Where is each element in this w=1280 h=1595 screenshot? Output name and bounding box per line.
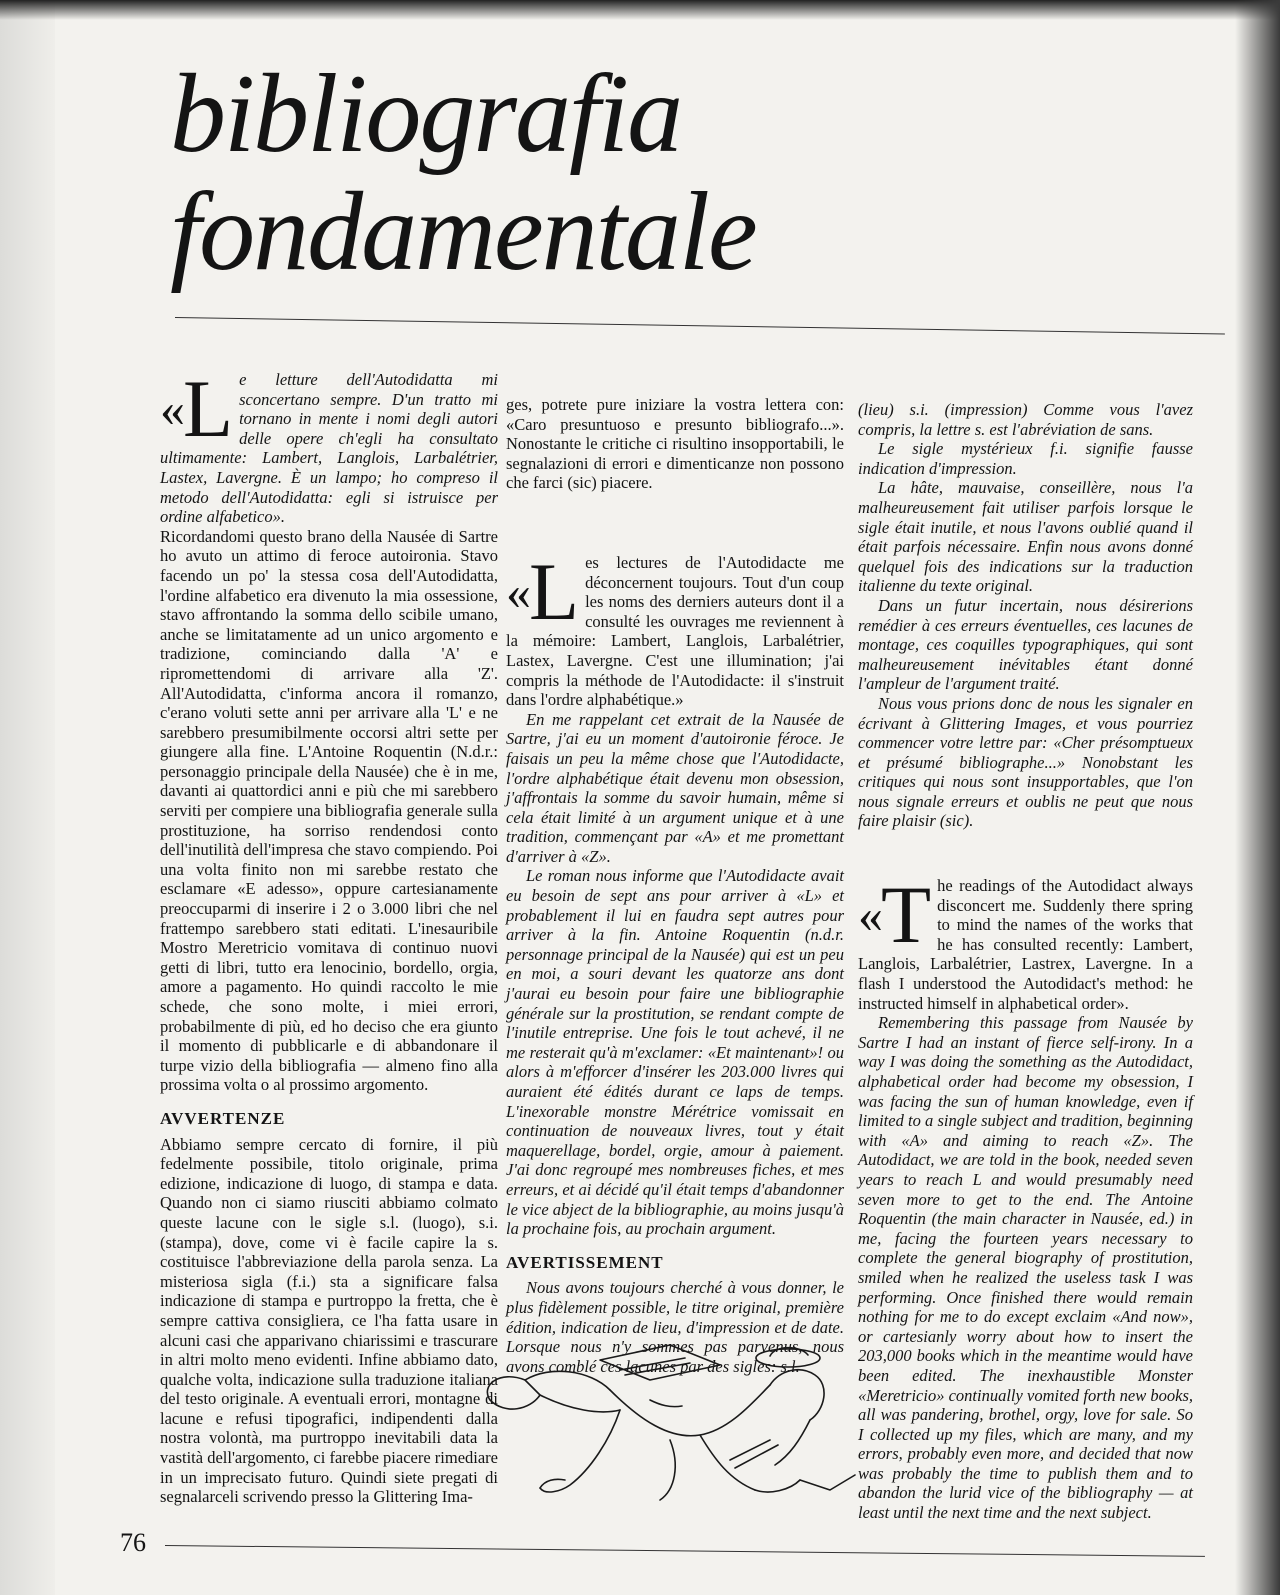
french-intro-block: [506, 545, 844, 710]
column-italian: [160, 363, 499, 1507]
italian-avvertenze: Abbiamo sempre cercato di fornire, il più fedelmente possibile, titolo originale, prima edizione, indicazione di luogo, di stampa e data. Quando non ci siamo riusciti abbiamo colmato queste lacune con le sigle s.l. (luogo), s.i. (stampa), dove, come vi è facile capire la s. costituisce l'abbreviazione della parola senza. La misteriosa sigla (f.i.) sta a significare falsa indicazione di stampa e purtroppo la fretta, che è sempre cattiva consigliera, ce l'ha fatta usare in alcuni casi che apparivano chiarissimi e trascurare in altri molto meno evidenti. Infine abbiamo dato, qualche volta, indicazione sulla traduzione italiana del testo originale. A eventuali errori, montagne di lacune e refusi tipografici, indipendenti dalla nostra volontà, ma purtroppo inevitabili data la vastità dell'argomento, ci farebbe piacere rimediare in un imprecisato futuro. Quindi siete pregati di segnalarceli scrivendo presso la Glittering Ima-: [160, 1134, 499, 1507]
italian-intro: e letture dell'Autodidatta mi sconcertano sempre. D'un tratto mi tornano in mente i nomi degli autori delle opere ch'egli ha consultato ultimamente: Lambert, Langlois, Larbalétrier, Lastex, Lavergne. È un lampo; ho compreso il metodo dell'Autodidatta: egli si istruisce per ordine alfabetico».: [160, 370, 498, 527]
french-avertissement-5: Dans un futur incertain, nous désirerions remédier à ces erreurs éventuelles, ces lacunes de montage, ces coquilles typographiques, qui sont malheureusement inévitables étant donné l'ampleur de l'argument traité.: [858, 595, 1193, 694]
drop-cap: «L: [160, 363, 234, 454]
column-english: [858, 400, 1193, 1523]
french-body-2: Le roman nous informe que l'Autodidacte avait eu besoin de sept ans pour arriver à «L» et probablement il lui en faudra sept autres pour arriver à la fin. Antoine Roquentin (n.d.r. personnage principal de la Nausée) qui est un peu en moi, a souri devant les quatorze ans dont j'aurai eu besoin pour faire une bibliographie générale sur la prostitution, se rendant compte de l'inutile entreprise. Une fois le tout achevé, il ne me resterait qu'à m'exclamer: «Et maintenant»! ou alors à m'efforcer d'insérer les 203.000 livres qui auraient été édités durant ce laps de temps. L'inexorable monstre Mérétrice vomissait en continuation de nouveaux livres, tout y était maquerellage, bordel, orgie, amour à paiement. J'ai donc regroupé mes nombreuses fiches, et mes erreurs, et ai décidé qu'il était temps d'abandonner le vice abject de la bibliographie, au moins jusqu'à la prochaine fois, au prochain argument.: [506, 866, 844, 1239]
title-line-2: fondamentale: [170, 170, 756, 294]
reclining-figure-illustration: [470, 1340, 860, 1510]
italian-heading: AVVERTENZE: [160, 1108, 286, 1128]
drop-cap: «L: [506, 545, 580, 637]
french-body: En me rappelant cet extrait de la Nausée de Sartre, j'ai eu un moment d'autoironie féroce. Je faisais un peu la même chose que l'Autodidacte, l'ordre alphabétique était devenu mon obsession, j'affrontais la somme du savoir humain, même si cela était limité à un argument unique et à une tradition, commençant par «A» et me promettant d'arriver à «Z».: [506, 709, 844, 866]
english-intro-block: [858, 869, 1193, 1013]
drop-cap: «T: [858, 869, 932, 961]
french-avertissement-2: (lieu) s.i. (impression) Comme vous l'avez compris, la lettre s. est l'abréviation de sans.: [858, 400, 1193, 439]
english-intro: he readings of the Autodidact always disconcert me. Suddenly there spring to mind the names of the works that he has consulted recently: Lambert, Langlois, Larbalétrier, Lastrex, Lavergne. In a flash I understood the Autodidact's method: he instructed himself in alphabetical order».: [858, 876, 1193, 1013]
title-line-1: bibliografia: [170, 52, 682, 176]
french-intro: es lectures de l'Autodidacte me déconcernent toujours. Tout d'un coup les noms des derniers auteurs dont il a consulté les ouvrages me reviennent à la mémoire: Lambert, Langlois, Larbalétrier, Lastex, Lavergne. C'est une illumination; j'ai compris la méthode de l'Autodidacte: il s'instruit dans l'ordre alphabétique.»: [506, 552, 844, 710]
french-avertissement-4: La hâte, mauvaise, conseillère, nous l'a malheureusement fait utiliser parfois lorsque le sigle était inutile, et nous l'avons oublié quand il était parfois nécessaire. Enfin nous avons donné quelquel fois des indications sur la traduction italienne du texte original.: [858, 478, 1193, 596]
italian-body: Ricordandomi questo brano della Nausée di Sartre ho avuto un attimo di feroce autoironia. Stavo facendo un po' la stessa cosa dell'Autodidatta, l'ordine alfabetico era divenuto la mia ossessione, stavo affrontando la somma dello scibile umano, anche se limitatamente ad un unico argomento e tradizione, cominciando dalla 'A' e ripromettendomi di arrivare alla 'Z'. All'Autodidatta, c'informa ancora il romanzo, c'erano voluti sette anni per arrivare alla 'L' e ne sarebbero presumibilmente occorsi altri sette per giungere alla fine. L'Antoine Roquentin (N.d.r.: personaggio principale della Nausée) che è in me, davanti ai quattordici anni e più che mi sarebbero serviti per compiere una bibliografia generale sulla prostituzione, ha sorriso rendendosi conto dell'inutilità dell'impresa che stavo compiendo. Poi una volta finito non mi sarebbe restato che esclamare «E adesso», oppure cartesianamente preoccuparmi di inserire i 2 o 3.000 libri che nel frattempo sarebbero stati editati. L'inesauribile Mostro Meretricio vomitava di continuo nuovi getti di libri, tutto era lenocinio, bordello, orgia, amore a pagamento. Ho quindi raccolto le mie schede, che sono molte, i miei errori, probabilmente di più, ed ho deciso che era giunto il momento di pubblicarle e di abbandonare il turpe vizio della bibliografia — almeno fino alla prossima volta o al prossimo argomento.: [160, 526, 498, 1095]
footer-rule: [165, 1545, 1205, 1557]
page-number: 76: [120, 1528, 146, 1557]
french-heading: AVERTISSEMENT: [506, 1252, 664, 1272]
column-french: [506, 395, 844, 1376]
title-rule: [175, 317, 1225, 334]
italian-continuation: ges, potrete pure iniziare la vostra lettera con: «Caro presuntuoso e presunto bibliografo...». Nonostante le critiche ci risultino insopportabili, le segnalazioni di errori e dimenticanze non possono che farci (sic) piacere.: [506, 395, 844, 493]
french-avertissement-6: Nous vous prions donc de nous les signaler en écrivant à Glittering Images, et vous pourriez commencer votre lettre par: «Cher présomptueux et présumé bibliographe...» Nonobstant les critiques qui nous sont insupportables, que l'on nous signale erreurs et oublis ne peut que nous faire plaisir (sic).: [858, 693, 1193, 831]
italian-intro-block: [160, 363, 498, 527]
french-avertissement: Nous avons toujours cherché à vous donner, le plus fidèlement possible, le titre original, première édition, indication de lieu, d'impression et de date. Lorsque nous n'y sommes pas parvenus, nous avons comblé ces lacunes par des sigles: s.l.: [506, 1278, 844, 1376]
french-avertissement-3: Le sigle mystérieux f.i. signifie fausse indication d'impression.: [858, 439, 1193, 478]
page-title: [170, 52, 756, 294]
english-body: Remembering this passage from Nausée by Sartre I had an instant of fierce self-irony. In a way I was doing the something as the Autodidact, alphabetical order had become my obsession, I was facing the sun of human knowledge, even if limited to a single subject and tradition, beginning with «A» and aiming to reach «Z». The Autodidact, we are told in the book, needed seven years to reach L and would presumably need seven more to get to the end. The Antoine Roquentin (the main character in Nausée, ed.) in me, facing the fourteen years necessary to complete the general biography of prostitution, smiled when he realized the useless task I was performing. Once finished there would remain nothing for me to do except exclaim «And now», or cartesianly worry about how to insert the 203,000 books which in the meantime would have been edited. The inexhaustible Monster «Meretricio» continually vomited forth new books, all was pandering, brothel, orgy, love for sale. So I collected up my files, which are many, and my errors, probably even more, and decided that now was probably the time to publish them and to abandon the lurid vice of the bibliography — at least until the next time and the next subject.: [858, 1013, 1193, 1523]
